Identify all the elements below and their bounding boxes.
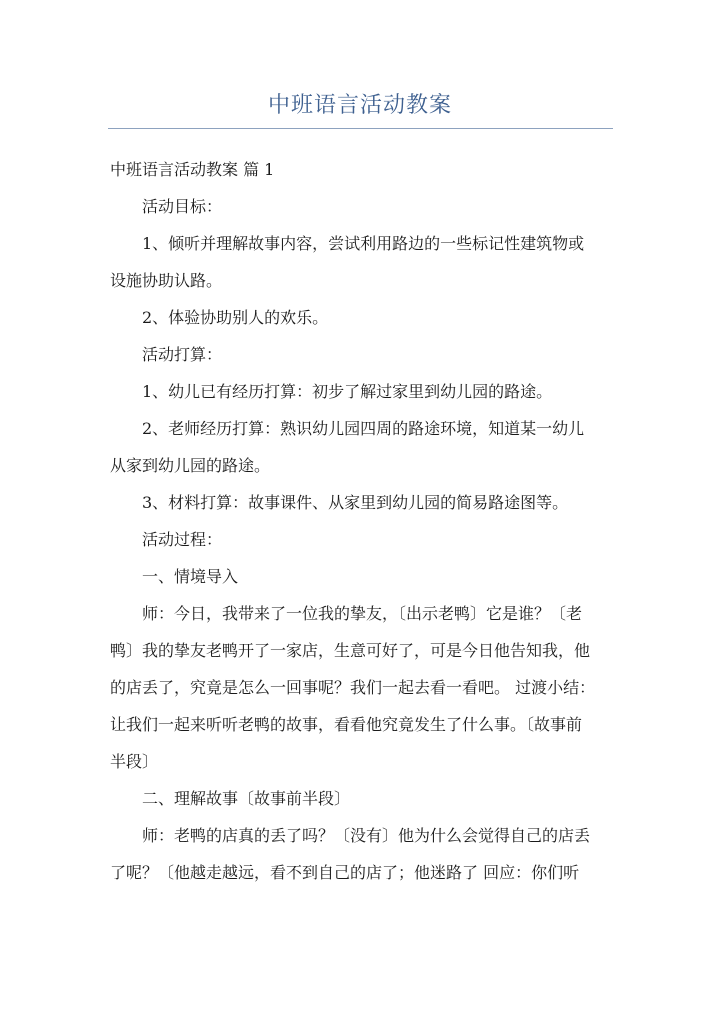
text-line: 活动目标： <box>142 197 223 216</box>
title-divider <box>108 128 613 129</box>
text-line: 2、体验协助别人的欢乐。 <box>142 308 329 327</box>
text-line: 3、材料打算：故事课件、从家里到幼儿园的简易路途图等。 <box>142 493 569 512</box>
text-line: 的店丢了，究竟是怎么一回事呢？我们一起去看一看吧。 过渡小结： <box>110 678 596 697</box>
text-line: 从家到幼儿园的路途。 <box>110 456 271 475</box>
text-line: 师：今日，我带来了一位我的挚友，〔出示老鸭〕它是谁？〔老 <box>142 604 583 623</box>
text-line: 活动打算： <box>142 345 223 364</box>
text-line: 了呢？〔他越走越远，看不到自己的店了；他迷路了 回应：你们听 <box>110 863 580 882</box>
text-line: 鸭〕我的挚友老鸭开了一家店，生意可好了，可是今日他告知我，他 <box>110 641 591 660</box>
text-line: 中班语言活动教案 篇 1 <box>110 160 275 179</box>
document-body <box>110 151 610 891</box>
document-title: 中班语言活动教案 <box>267 93 452 118</box>
text-line: 二、理解故事〔故事前半段〕 <box>142 789 351 808</box>
text-line: 师：老鸭的店真的丢了吗？〔没有〕他为什么会觉得自己的店丢 <box>142 826 591 845</box>
text-line: 一、情境导入 <box>142 567 239 586</box>
text-line: 2、老师经历打算：熟识幼儿园四周的路途环境，知道某一幼儿 <box>142 419 585 438</box>
text-line: 半段〕 <box>110 752 159 771</box>
text-line: 让我们一起来听听老鸭的故事，看看他究竟发生了什么事。〔故事前 <box>110 715 583 734</box>
text-line: 活动过程： <box>142 530 223 549</box>
text-line: 1、幼儿已有经历打算：初步了解过家里到幼儿园的路途。 <box>142 382 553 401</box>
text-line: 1、倾听并理解故事内容，尝试利用路边的一些标记性建筑物或 <box>142 234 585 253</box>
text-line: 设施协助认路。 <box>110 271 223 290</box>
